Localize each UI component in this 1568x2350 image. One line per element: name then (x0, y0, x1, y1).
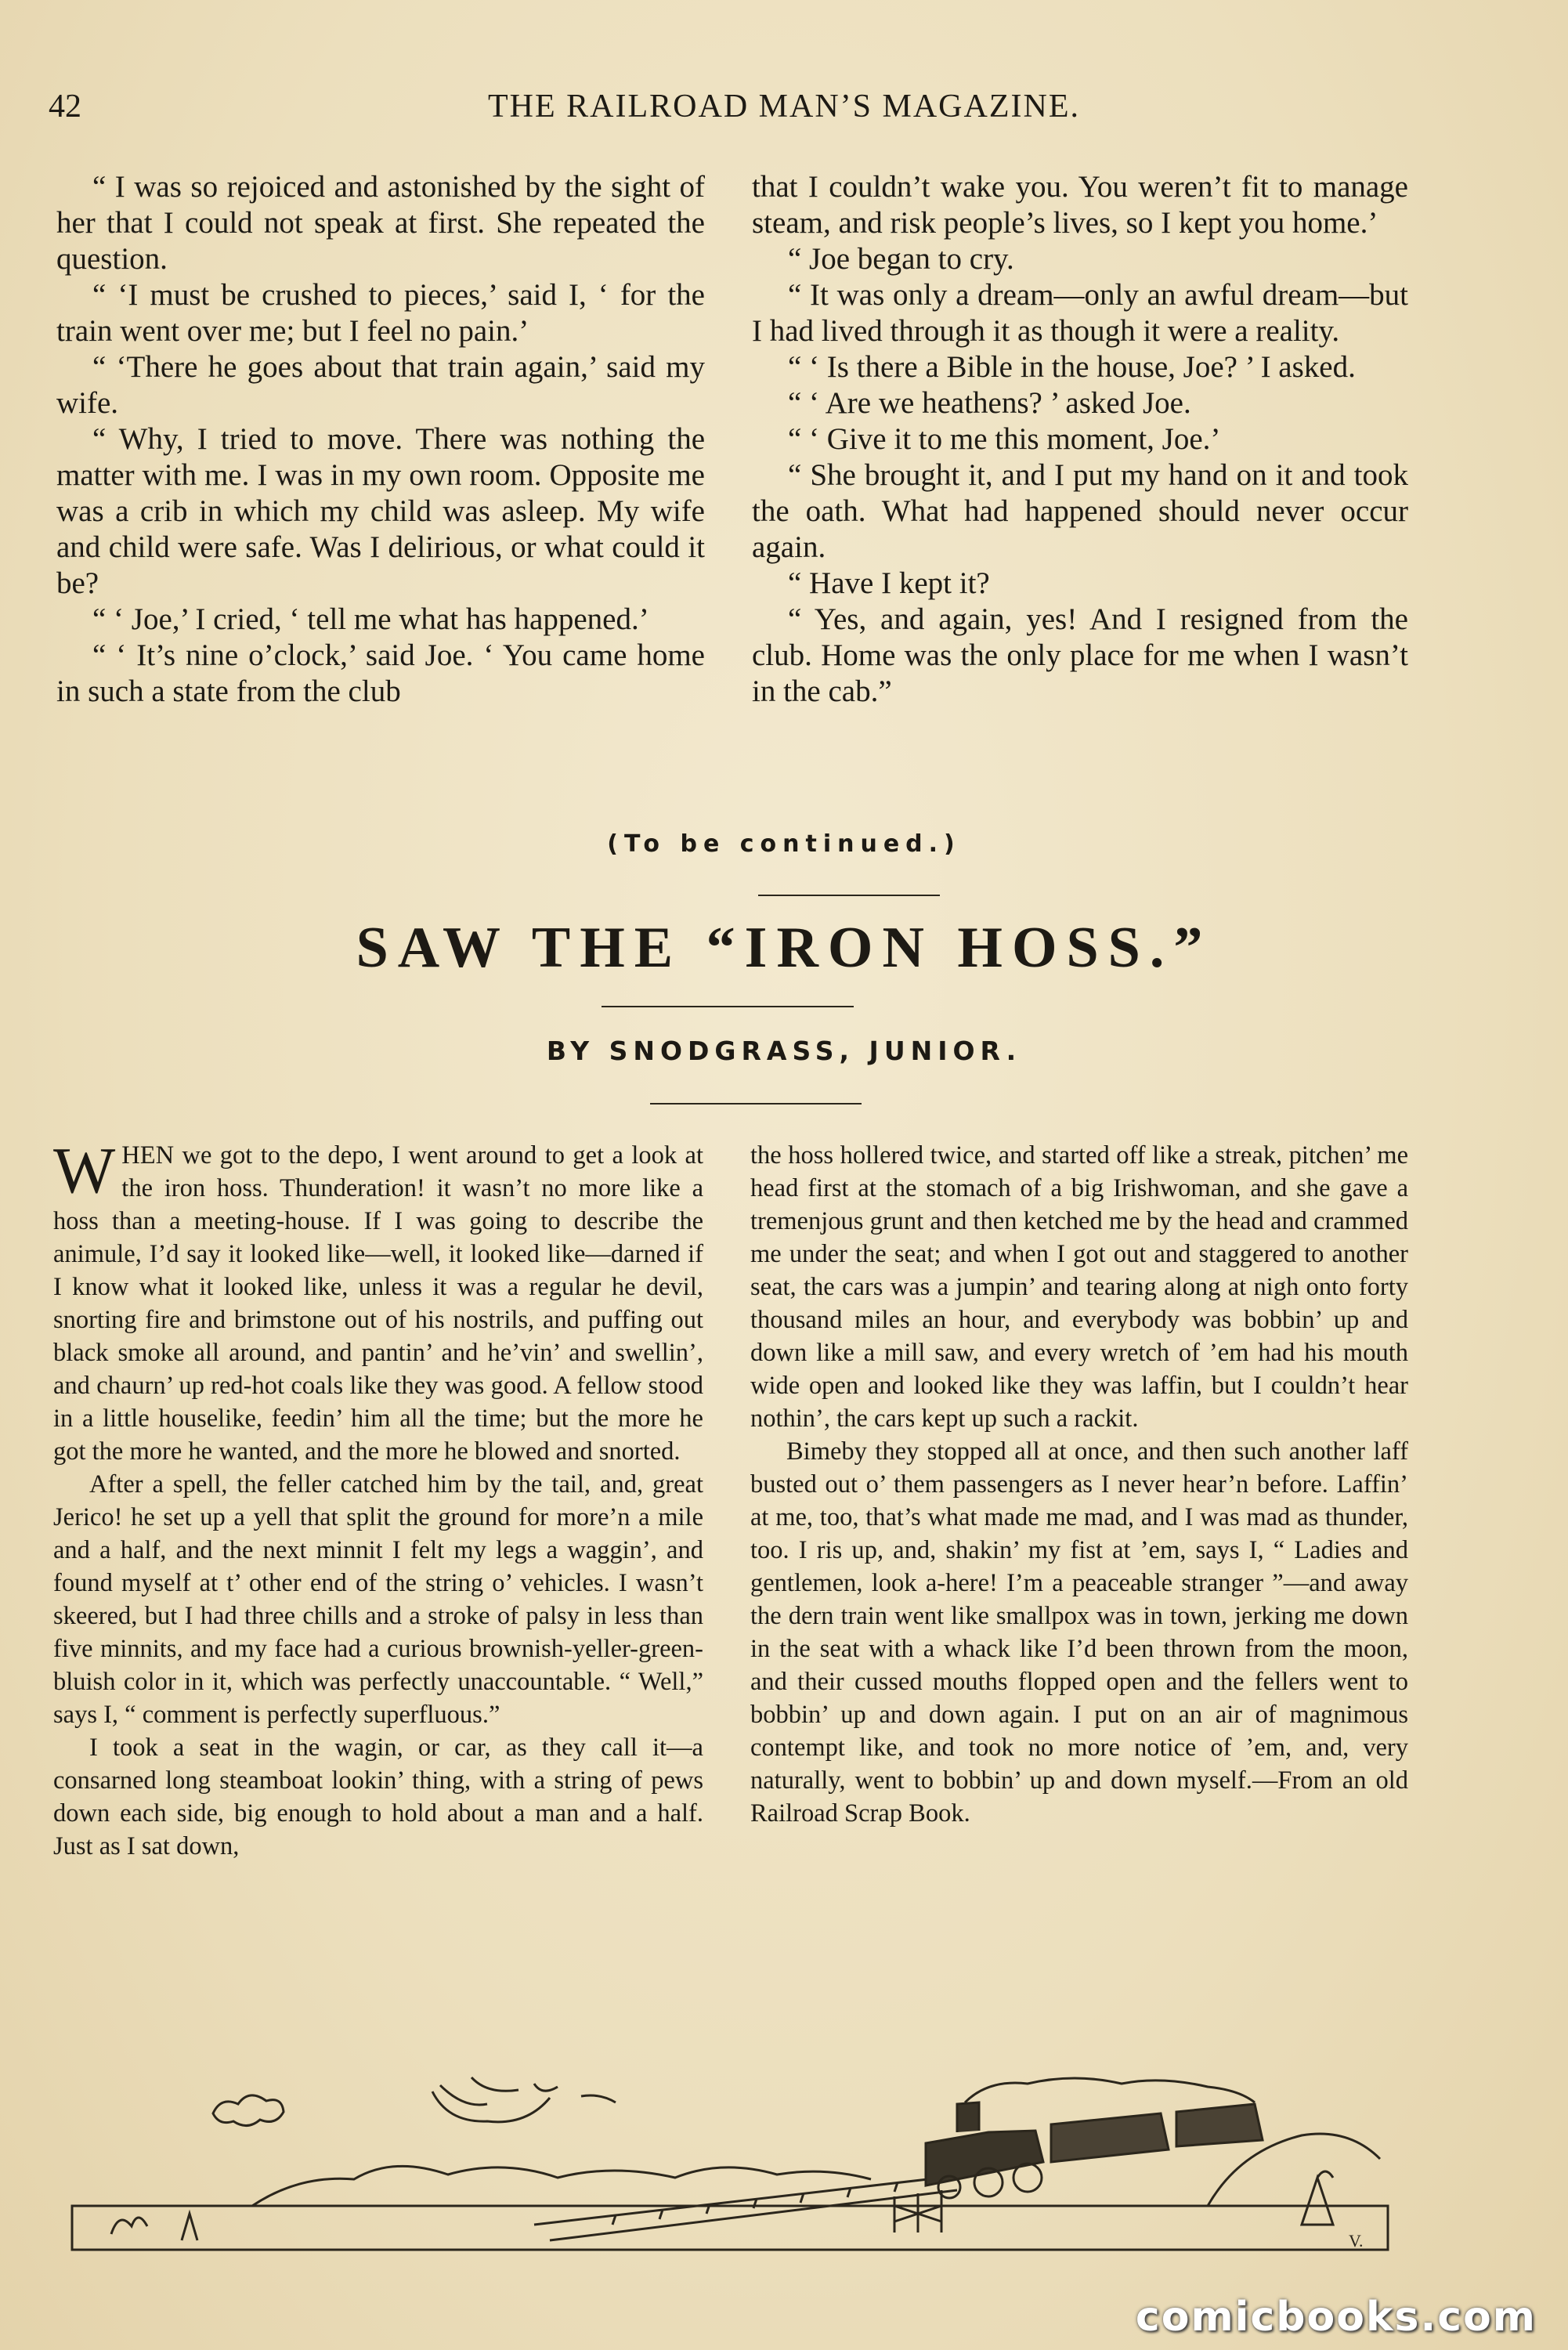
paragraph: “ ‘There he goes about that train again,’ said my wife. (56, 350, 705, 420)
byline-divider (650, 1103, 862, 1104)
byline: BY SNODGRASS, JUNIOR. (546, 1036, 1022, 1066)
paragraph: “ ‘ Give it to me this moment, Joe.’ (788, 422, 1221, 456)
section-divider (758, 895, 940, 896)
paragraph: “ Have I kept it? (788, 566, 990, 600)
previous-story-left-column (56, 169, 705, 710)
page-number: 42 (49, 89, 81, 125)
to-be-continued: (To be continued.) (607, 830, 961, 858)
paragraph: “ ‘ Joe,’ I cried, ‘ tell me what has happened.’ (92, 602, 649, 636)
paragraph: “ She brought it, and I put my hand on it and took the oath. What had happened should never occur again. (752, 458, 1408, 564)
paragraph: “ Why, I tried to move. There was nothing the matter with me. I was in my own room. Opposite me was a crib in which my child was asleep. My wife and child were safe. Was I delirious, or what could it be? (56, 422, 705, 600)
paragraph: “ I was so rejoiced and astonished by the sight of her that I could not speak at first. She repeated the question. (56, 170, 705, 276)
paragraph: that I couldn’t wake you. You weren’t fit to manage steam, and risk people’s lives, so I kept you home.’ (752, 170, 1408, 240)
paragraph-text: HEN we got to the depo, I went around to get a look at the iron hoss. Thunderation! it wasn’t no more like a hoss than a meeting-house. If I was going to describe the animule, I’d say it looked like—well, it looked like—darned if I know what it looked like, unless it was a regular he devil, snorting fire and brimstone out of his nostrils, and puffing out black smoke all around, and pantin’ and he’vin’ and swellin’, and chaurn’ up red-hot coals like they was good. A fellow stood in a little houselike, feedin’ him all the time; but the more he got the more he wanted, and the more he blowed and snorted. (53, 1141, 703, 1466)
paragraph: “ ‘ It’s nine o’clock,’ said Joe. ‘ You came home in such a state from the club (56, 638, 705, 708)
paragraph: the hoss hollered twice, and started off like a streak, pitchen’ me head first at the stomach of a big Irishwoman, and she gave a tremenjous grunt and then ketched me by the head and crammed me under the seat; and when I got out and staggered to another seat, the cars was a jumpin’ and tearing along at nigh onto forty thousand miles an hour, and everybody was bobbin’ up and down like a mill saw, and every wretch of ’em had his mouth wide open and looked like they was laffin, but I couldn’t hear nothin’, the cars kept up such a rackit. (750, 1141, 1408, 1433)
paragraph: “ ‘ Is there a Bible in the house, Joe? ’ I asked. (788, 350, 1356, 384)
article-title: SAW THE “IRON HOSS.” (356, 916, 1212, 980)
paragraph: “ ‘ Are we heathens? ’ asked Joe. (788, 386, 1191, 420)
paragraph: “ Joe began to cry. (788, 242, 1014, 276)
paragraph: After a spell, the feller catched him by the tail, and, great Jerico! he set up a yell that split the ground for more’n a mile and a half, and the next minnit I felt my legs a waggin’, and found myself at t’ other end of the string o’ vehicles. I wasn’t skeered, but I had three chills and a stroke of palsy in less than five minnits, and my face had a curious brownish-yeller-green-bluish color in it, which was perfectly unaccountable. “ Well,” says I, “ comment is perfectly superfluous.” (53, 1470, 703, 1729)
paragraph (53, 1134, 703, 1468)
article-right-column (750, 1139, 1408, 1830)
svg-text:V.: V. (1349, 2231, 1364, 2251)
paragraph: “ ‘I must be crushed to pieces,’ said I, ‘ for the train went over me; but I feel no pain.’ (56, 278, 705, 348)
paragraph: “ It was only a dream—only an awful dream—but I had lived through it as though it were a reality. (752, 278, 1408, 348)
train-landscape-illustration (64, 2068, 1411, 2258)
paragraph: Bimeby they stopped all at once, and then such another laff busted out o’ them passengers as I never hear’n before. Laffin’ at me, too, that’s what made me mad, and I was mad as thunder, too. I ris up, and, shakin’ my fist at ’em, says I, “ Ladies and gentlemen, look a-here! I’m a peaceable stranger ”—and away the dern train went like smallpox was in town, jerking me down in the seat with a whack like I’d been thrown from the moon, and their cussed mouths flopped open and the fellers went to bobbin’ up and down again. I put on an air of magnimous contempt like, and took no more notice of ’em, and, very naturally, went to bobbin’ up and down myself.—From an old Railroad Scrap Book. (750, 1437, 1408, 1828)
running-title: THE RAILROAD MAN’S MAGAZINE. (488, 89, 1080, 125)
drop-cap: W (53, 1134, 116, 1207)
title-divider (602, 1006, 854, 1007)
paragraph: I took a seat in the wagin, or car, as they call it—a consarned long steamboat lookin’ thing, with a string of pews down each side, big enough to hold about a man and a half. Just as I sat down, (53, 1734, 703, 1860)
article-left-column (53, 1134, 703, 1863)
watermark: comicbooks.com (1135, 2294, 1537, 2341)
paragraph: “ Yes, and again, yes! And I resigned from the club. Home was the only place for me when I wasn’t in the cab.” (752, 602, 1408, 708)
previous-story-right-column (752, 169, 1408, 710)
